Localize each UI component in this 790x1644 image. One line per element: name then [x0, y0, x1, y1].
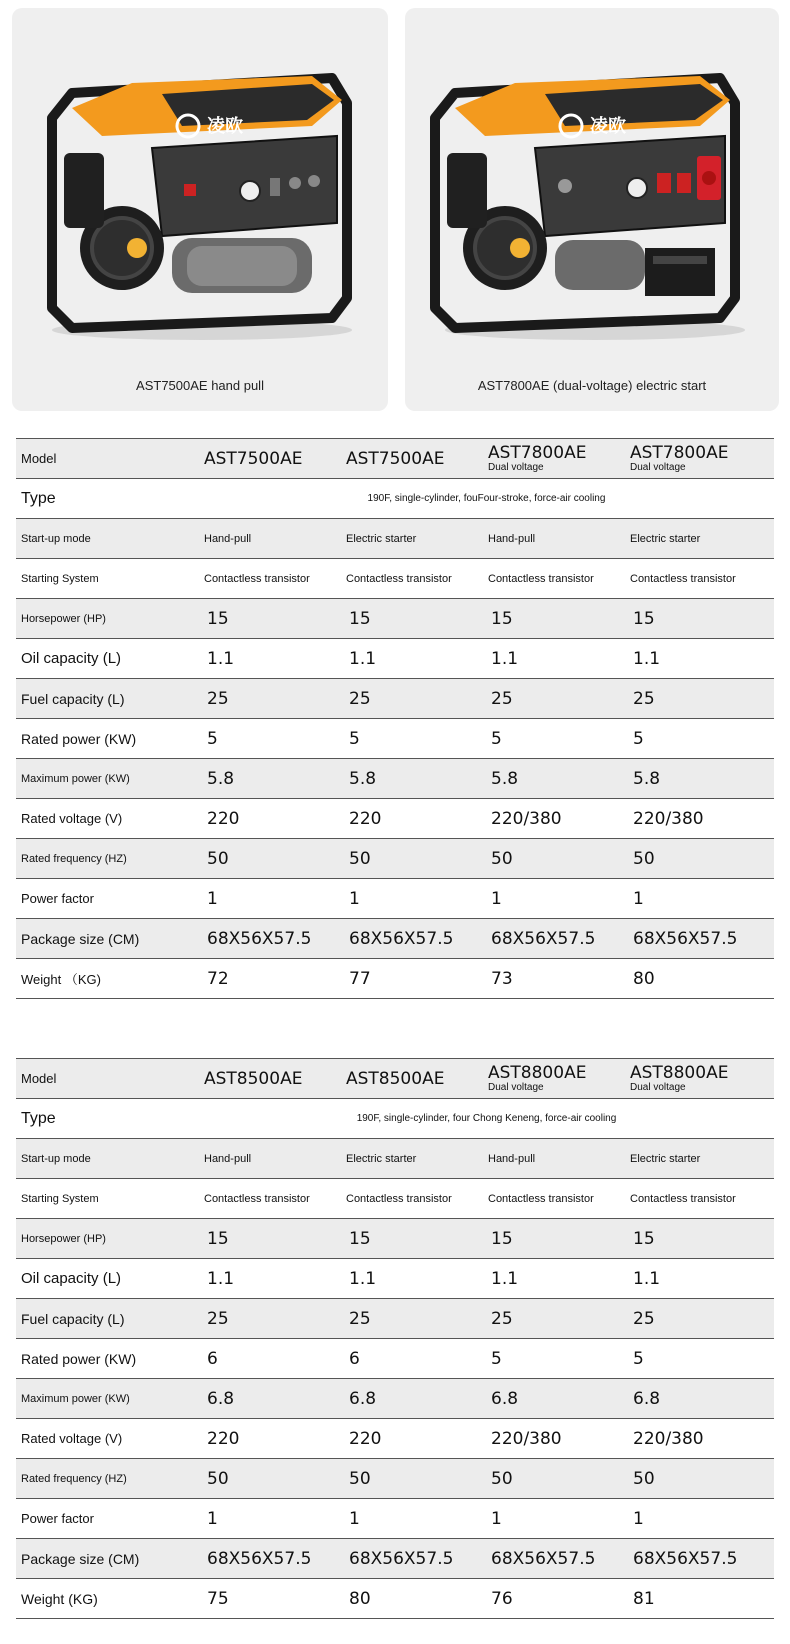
cell-value: 1.1	[341, 639, 483, 679]
table-row	[16, 759, 774, 799]
row-label: Rated power (KW)	[16, 719, 199, 759]
product-caption: AST7500AE hand pull	[136, 378, 264, 393]
cell-value: 15	[625, 1219, 774, 1259]
cell-value: 68X56X57.5	[625, 919, 774, 959]
row-label: Fuel capacity (L)	[16, 1299, 199, 1339]
cell-value: 15	[199, 1219, 341, 1259]
table-row	[16, 679, 774, 719]
table-row	[16, 1139, 774, 1179]
model-cell: AST7800AE Dual voltage	[625, 439, 774, 479]
table-row	[16, 559, 774, 599]
cell-value: 220	[199, 799, 341, 839]
cell-value: 5.8	[483, 759, 625, 799]
cell-value: 68X56X57.5	[199, 919, 341, 959]
cell-value: 1	[625, 879, 774, 919]
cell-value: Contactless transistor	[625, 559, 774, 599]
row-label: Oil capacity (L)	[16, 639, 199, 679]
cell-value: 50	[625, 1459, 774, 1499]
cell-value: Contactless transistor	[483, 559, 625, 599]
table-row-model	[16, 1059, 774, 1099]
row-label: Start-up mode	[16, 519, 199, 559]
row-label: Power factor	[16, 879, 199, 919]
cell-value: 50	[199, 1459, 341, 1499]
table-row	[16, 1419, 774, 1459]
cell-value: Electric starter	[625, 1139, 774, 1179]
cell-value: 1	[483, 879, 625, 919]
cell-value: 1	[341, 879, 483, 919]
cell-value: 81	[625, 1579, 774, 1619]
cell-value: 68X56X57.5	[341, 919, 483, 959]
cell-value: 1	[625, 1499, 774, 1539]
model-cell: AST8800AE Dual voltage	[483, 1059, 625, 1099]
table-row	[16, 919, 774, 959]
model-cell: AST7500AE	[199, 439, 341, 479]
cell-value: 5.8	[625, 759, 774, 799]
model-cell: AST7800AE Dual voltage	[483, 439, 625, 479]
generator-image-hand-pull	[12, 8, 388, 368]
cell-value: 15	[341, 599, 483, 639]
cell-value: Contactless transistor	[483, 1179, 625, 1219]
row-label: Maximum power (KW)	[16, 759, 199, 799]
cell-value: 1.1	[625, 1259, 774, 1299]
cell-value: 1	[199, 1499, 341, 1539]
row-label: Rated power (KW)	[16, 1339, 199, 1379]
cell-value: 6	[341, 1339, 483, 1379]
spec-table-ast8500-ast8800	[16, 1058, 774, 1619]
cell-value: 1	[199, 879, 341, 919]
row-label: Horsepower (HP)	[16, 1219, 199, 1259]
product-card-ast7800ae	[405, 8, 779, 411]
row-label: Horsepower (HP)	[16, 599, 199, 639]
row-label: Power factor	[16, 1499, 199, 1539]
cell-value: 6.8	[341, 1379, 483, 1419]
cell-value: 15	[341, 1219, 483, 1259]
cell-value: Contactless transistor	[341, 559, 483, 599]
cell-value: 220/380	[625, 799, 774, 839]
cell-value: 6.8	[625, 1379, 774, 1419]
row-label: Type	[16, 1099, 199, 1139]
cell-value: 220/380	[483, 1419, 625, 1459]
cell-value: 1.1	[483, 1259, 625, 1299]
table-row-type	[16, 1099, 774, 1139]
row-label: Starting System	[16, 559, 199, 599]
generator-image-electric-start	[405, 8, 779, 368]
table-row	[16, 1299, 774, 1339]
cell-value: 15	[483, 1219, 625, 1259]
type-value: 190F, single-cylinder, four Chong Keneng, force-air cooling	[199, 1099, 774, 1139]
cell-value: 25	[199, 679, 341, 719]
cell-value: Electric starter	[341, 1139, 483, 1179]
cell-value: 6.8	[199, 1379, 341, 1419]
table-row	[16, 599, 774, 639]
cell-value: Hand-pull	[483, 1139, 625, 1179]
cell-value: 73	[483, 959, 625, 999]
table-row	[16, 1579, 774, 1619]
cell-value: 50	[199, 839, 341, 879]
cell-value: Electric starter	[625, 519, 774, 559]
cell-value: 50	[341, 839, 483, 879]
cell-value: 6.8	[483, 1379, 625, 1419]
cell-value: 68X56X57.5	[341, 1539, 483, 1579]
cell-value: Hand-pull	[199, 519, 341, 559]
cell-value: 1	[341, 1499, 483, 1539]
cell-value: 80	[341, 1579, 483, 1619]
row-label: Weight (KG)	[16, 1579, 199, 1619]
cell-value: 75	[199, 1579, 341, 1619]
row-label: Model	[16, 1059, 199, 1099]
table-row	[16, 1179, 774, 1219]
row-label: Package size (CM)	[16, 919, 199, 959]
brand-logo-text: 凌欧	[207, 116, 243, 137]
table-row-model	[16, 439, 774, 479]
cell-value: 80	[625, 959, 774, 999]
table-row	[16, 519, 774, 559]
row-label: Rated voltage (V)	[16, 1419, 199, 1459]
cell-value: 6	[199, 1339, 341, 1379]
table-row	[16, 1539, 774, 1579]
product-card-ast7500ae	[12, 8, 388, 411]
table-row	[16, 1379, 774, 1419]
cell-value: 5.8	[199, 759, 341, 799]
cell-value: 25	[341, 679, 483, 719]
cell-value: 15	[625, 599, 774, 639]
cell-value: 220	[341, 1419, 483, 1459]
cell-value: 5	[483, 719, 625, 759]
table-row	[16, 799, 774, 839]
cell-value: 5	[483, 1339, 625, 1379]
cell-value: Contactless transistor	[199, 1179, 341, 1219]
cell-value: 76	[483, 1579, 625, 1619]
cell-value: Hand-pull	[199, 1139, 341, 1179]
row-label: Type	[16, 479, 199, 519]
model-cell: AST8500AE	[341, 1059, 483, 1099]
cell-value: 220	[341, 799, 483, 839]
cell-value: 1.1	[625, 639, 774, 679]
product-gallery	[12, 8, 780, 412]
row-label: Rated frequency (HZ)	[16, 1459, 199, 1499]
cell-value: 50	[483, 839, 625, 879]
table-row	[16, 1259, 774, 1299]
cell-value: 1	[483, 1499, 625, 1539]
cell-value: 15	[483, 599, 625, 639]
cell-value: Contactless transistor	[199, 559, 341, 599]
table-row	[16, 959, 774, 999]
row-label: Package size (CM)	[16, 1539, 199, 1579]
cell-value: Hand-pull	[483, 519, 625, 559]
row-label: Model	[16, 439, 199, 479]
table-row	[16, 1499, 774, 1539]
cell-value: 220/380	[625, 1419, 774, 1459]
row-label: Maximum power (KW)	[16, 1379, 199, 1419]
cell-value: 50	[341, 1459, 483, 1499]
table-row	[16, 1459, 774, 1499]
cell-value: 50	[483, 1459, 625, 1499]
table-row	[16, 1219, 774, 1259]
cell-value: 1.1	[199, 639, 341, 679]
row-label: Starting System	[16, 1179, 199, 1219]
row-label: Rated frequency (HZ)	[16, 839, 199, 879]
cell-value: 1.1	[199, 1259, 341, 1299]
cell-value: 77	[341, 959, 483, 999]
cell-value: 1.1	[483, 639, 625, 679]
cell-value: 220	[199, 1419, 341, 1459]
model-cell: AST7500AE	[341, 439, 483, 479]
cell-value: 72	[199, 959, 341, 999]
spec-table-ast7500-ast7800	[16, 438, 774, 999]
cell-value: 15	[199, 599, 341, 639]
table-row-type	[16, 479, 774, 519]
brand-logo-text: 凌欧	[590, 116, 626, 137]
table-row	[16, 639, 774, 679]
table-row	[16, 839, 774, 879]
cell-value: 220/380	[483, 799, 625, 839]
row-label: Start-up mode	[16, 1139, 199, 1179]
cell-value: 25	[341, 1299, 483, 1339]
cell-value: 68X56X57.5	[625, 1539, 774, 1579]
cell-value: 5	[625, 719, 774, 759]
table-row	[16, 719, 774, 759]
cell-value: 25	[625, 1299, 774, 1339]
row-label: Fuel capacity (L)	[16, 679, 199, 719]
row-label: Weight （KG)	[16, 959, 199, 999]
cell-value: Contactless transistor	[625, 1179, 774, 1219]
cell-value: 5.8	[341, 759, 483, 799]
row-label: Oil capacity (L)	[16, 1259, 199, 1299]
cell-value: 5	[199, 719, 341, 759]
cell-value: 25	[199, 1299, 341, 1339]
cell-value: Contactless transistor	[341, 1179, 483, 1219]
cell-value: 25	[483, 1299, 625, 1339]
cell-value: Electric starter	[341, 519, 483, 559]
table-row	[16, 1339, 774, 1379]
model-cell: AST8800AE Dual voltage	[625, 1059, 774, 1099]
cell-value: 25	[483, 679, 625, 719]
cell-value: 50	[625, 839, 774, 879]
cell-value: 68X56X57.5	[483, 919, 625, 959]
row-label: Rated voltage (V)	[16, 799, 199, 839]
cell-value: 68X56X57.5	[199, 1539, 341, 1579]
model-cell: AST8500AE	[199, 1059, 341, 1099]
table-row	[16, 879, 774, 919]
type-value: 190F, single-cylinder, fouFour-stroke, force-air cooling	[199, 479, 774, 519]
product-caption: AST7800AE (dual-voltage) electric start	[477, 378, 707, 393]
cell-value: 1.1	[341, 1259, 483, 1299]
cell-value: 68X56X57.5	[483, 1539, 625, 1579]
cell-value: 5	[625, 1339, 774, 1379]
cell-value: 5	[341, 719, 483, 759]
cell-value: 25	[625, 679, 774, 719]
